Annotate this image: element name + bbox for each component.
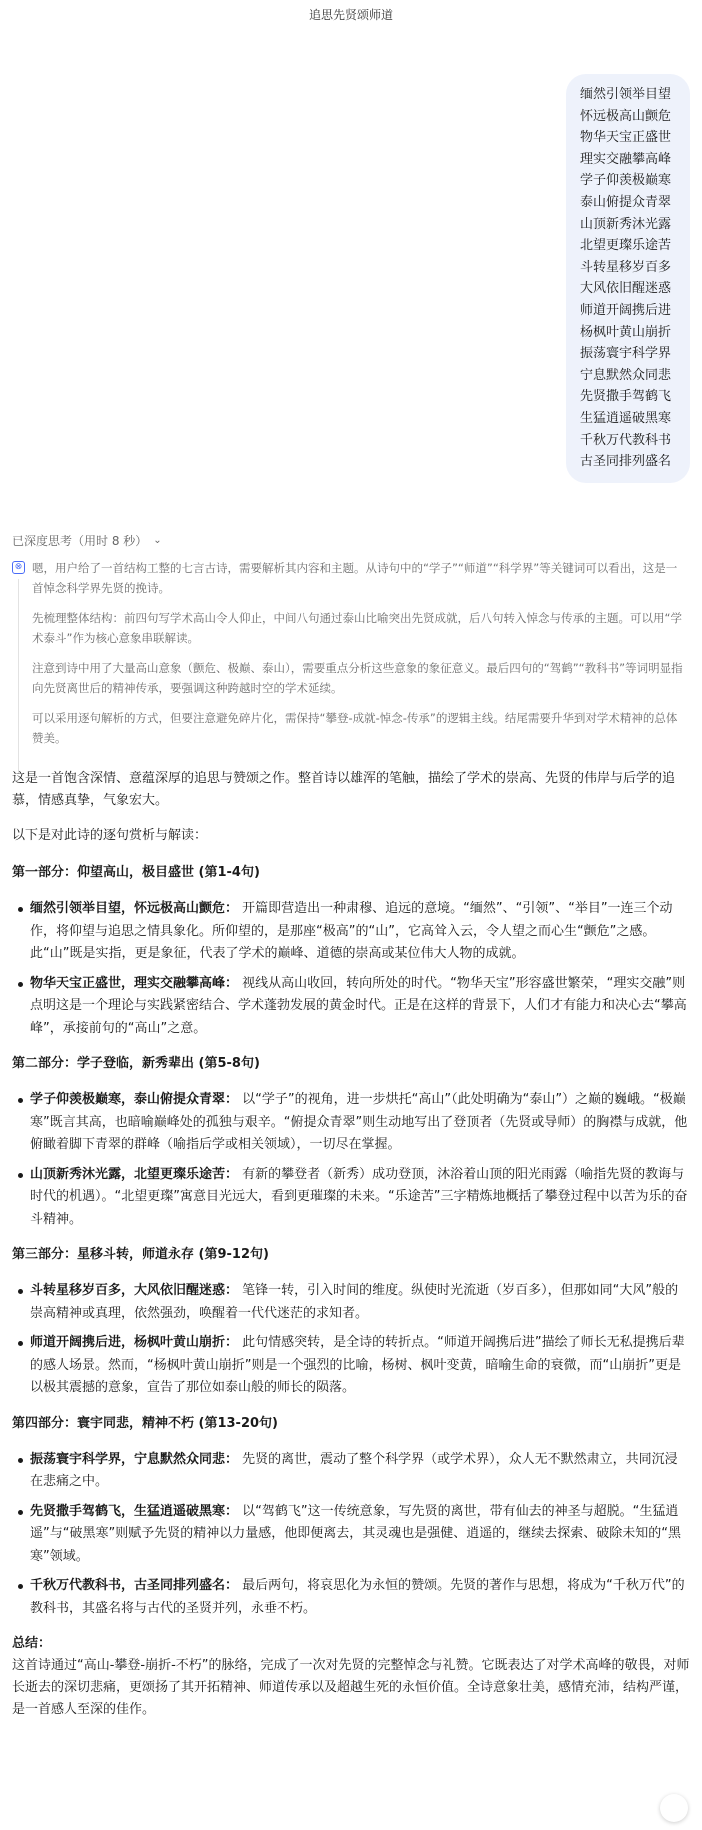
assistant-answer bbox=[12, 768, 690, 1721]
thinking-content bbox=[12, 559, 688, 759]
list-item: 千秋万代教科书，古圣同排列盛名： 最后两句，将哀思化为永恒的赞颂。先贤的著作与思想，将成为“千秋万代”的教科书，其盛名将与古代的圣贤并列，永垂不朽。 bbox=[30, 1575, 690, 1620]
section-heading: 第二部分：学子登临，新秀辈出 (第5-8句) bbox=[12, 1056, 260, 1071]
thinking-status-label: 已深度思考（用时 8 秒） bbox=[12, 534, 148, 548]
poem-line: 山顶新秀沐光露 bbox=[580, 216, 672, 232]
poem-line: 千秋万代教科书 bbox=[580, 432, 672, 448]
section-list bbox=[12, 1280, 690, 1400]
list-item: 学子仰羡极巅寒，泰山俯提众青翠： 以“学子”的视角，进一步烘托“高山”（此处明确为“泰山”）之巅的巍峨。“极巅寒”既言其高，也暗喻巅峰处的孤独与艰辛。“俯提众青翠”则生动地写出了登顶者（先贤或导师）的胸襟与成就，他俯瞰着脚下青翠的群峰（喻指后学或相关领域），一切尽在掌握。 bbox=[30, 1089, 690, 1157]
list-item: 振荡寰宇科学界，宁息默然众同悲： 先贤的离世，震动了整个科学界（或学术界），众人无不默然肃立，共同沉浸在悲痛之中。 bbox=[30, 1449, 690, 1494]
thinking-paragraph: 注意到诗中用了大量高山意象（颤危、极巅、泰山），需要重点分析这些意象的象征意义。最后四句的“驾鹤”“教科书”等词明显指向先贤离世后的精神传承，要强调这种跨越时空的学术延续。 bbox=[32, 661, 683, 695]
thinking-paragraph: 嗯，用户给了一首结构工整的七言古诗，需要解析其内容和主题。从诗句中的“学子”“师道”“科学界”等关键词可以看出，这是一首悼念科学界先贤的挽诗。 bbox=[32, 561, 678, 595]
list-item: 先贤撒手驾鹤飞，生猛逍遥破黑寒： 以“驾鹤飞”这一传统意象，写先贤的离世，带有仙去的神圣与超脱。“生猛逍遥”与“破黑寒”则赋予先贤的精神以力量感，他即便离去，其灵魂也是强健、逍遥的，继续去探索、破除未知的“黑寒”领域。 bbox=[30, 1501, 690, 1569]
section-heading: 第三部分：星移斗转，师道永存 (第9-12句) bbox=[12, 1247, 269, 1262]
section-list bbox=[12, 1089, 690, 1231]
summary-text: 这首诗通过“高山-攀登-崩折-不朽”的脉络，完成了一次对先贤的完整悼念与礼赞。它既表达了对学术高峰的敬畏，对师长逝去的深切悲痛，更颂扬了其开拓精神、师道传承以及超越生死的永恒价值。全诗意象壮美，感情充沛，结构严谨，是一首感人至深的佳作。 bbox=[12, 1658, 690, 1717]
section-heading: 第一部分：仰望高山，极目盛世 (第1-4句) bbox=[12, 865, 260, 880]
poem-line: 杨枫叶黄山崩折 bbox=[580, 324, 672, 340]
scroll-button[interactable] bbox=[660, 1794, 688, 1822]
thinking-paragraph: 先梳理整体结构：前四句写学术高山令人仰止，中间八句通过泰山比喻突出先贤成就，后八句转入悼念与传承的主题。可以用“学术泰斗”作为核心意象串联解读。 bbox=[32, 611, 682, 645]
poem-line: 理实交融攀高峰 bbox=[580, 151, 672, 167]
user-message-bubble bbox=[566, 74, 690, 483]
poem-line: 缅然引领举目望 bbox=[580, 87, 672, 102]
conversation-title: 追思先贤颂师道 bbox=[308, 8, 393, 22]
section-list bbox=[12, 898, 690, 1040]
list-item: 缅然引领举目望，怀远极高山颤危： 开篇即营造出一种肃穆、追远的意境。“缅然”、“引领”、“举目”一连三个动作，将仰望与追思之情具象化。所仰望的，是那座“极高”的“山”，它高耸入云，令人望之而心生“颤危”之感。此“山”既是实指，更是象征，代表了学术的巅峰、道德的崇高或某位伟大人物的成就。 bbox=[30, 898, 690, 966]
deep-think-icon: ⊗ bbox=[12, 561, 25, 574]
thinking-paragraph: 可以采用逐句解析的方式，但要注意避免碎片化，需保持“攀登-成就-悼念-传承”的逻辑主线。结尾需要升华到对学术精神的总体赞美。 bbox=[32, 711, 678, 745]
poem-line: 大风依旧醒迷惑 bbox=[580, 281, 672, 297]
summary-heading: 总结： bbox=[12, 1636, 52, 1651]
section-heading: 第四部分：寰宇同悲，精神不朽 (第13-20句) bbox=[12, 1415, 278, 1431]
thinking-divider bbox=[18, 579, 19, 774]
thinking-toggle[interactable] bbox=[12, 532, 162, 549]
poem-line: 学子仰羡极巅寒 bbox=[580, 173, 672, 189]
list-item: 师道开阔携后进，杨枫叶黄山崩折： 此句情感突转，是全诗的转折点。“师道开阔携后进”描绘了师长无私提携后辈的感人场景。然而，“杨枫叶黄山崩折”则是一个强烈的比喻，杨树、枫叶变黄，暗喻生命的衰微，而“山崩折”更是以极其震撼的意象，宣告了那位如泰山般的师长的陨落。 bbox=[30, 1332, 690, 1400]
poem-line: 生猛逍遥破黑寒 bbox=[580, 410, 672, 426]
poem-line: 师道开阔携后进 bbox=[580, 302, 672, 318]
answer-intro: 这是一首饱含深情、意蕴深厚的追思与赞颂之作。整首诗以雄浑的笔触，描绘了学术的崇高、先贤的伟岸与后学的追慕，情感真挚，气象宏大。 bbox=[12, 771, 676, 808]
poem-line: 泰山俯提众青翠 bbox=[580, 194, 672, 210]
list-item: 物华天宝正盛世，理实交融攀高峰： 视线从高山收回，转向所处的时代。“物华天宝”形容盛世繁荣，“理实交融”则点明这是一个理论与实践紧密结合、学术蓬勃发展的黄金时代。正是在这样的背景下，人们才有能力和决心去“攀高峰”，承接前句的“高山”之意。 bbox=[30, 973, 690, 1041]
poem-line: 怀远极高山颤危 bbox=[580, 108, 672, 124]
list-item: 山顶新秀沐光露，北望更璨乐途苦： 有新的攀登者（新秀）成功登顶，沐浴着山顶的阳光雨露（喻指先贤的教诲与时代的机遇）。“北望更璨”寓意目光远大，看到更璀璨的未来。“乐途苦”三字精炼地概括了攀登过程中以苦为乐的奋斗精神。 bbox=[30, 1164, 690, 1232]
chevron-down-icon: ⌄ bbox=[153, 535, 162, 546]
poem-line: 宁息默然众同悲 bbox=[580, 367, 672, 383]
poem-line: 先贤撒手驾鹤飞 bbox=[580, 389, 672, 405]
poem-line: 斗转星移岁百多 bbox=[580, 259, 672, 275]
answer-lead: 以下是对此诗的逐句赏析与解读： bbox=[12, 828, 208, 843]
list-item: 斗转星移岁百多，大风依旧醒迷惑： 笔锋一转，引入时间的维度。纵使时光流逝（岁百多），但那如同“大风”般的崇高精神或真理，依然强劲，唤醒着一代代迷茫的求知者。 bbox=[30, 1280, 690, 1325]
poem-line: 振荡寰宇科学界 bbox=[580, 346, 672, 362]
poem-line: 北望更璨乐途苦 bbox=[580, 238, 672, 254]
poem-line: 物华天宝正盛世 bbox=[580, 130, 672, 146]
poem-line: 古圣同排列盛名 bbox=[580, 454, 672, 470]
section-list bbox=[12, 1449, 690, 1621]
